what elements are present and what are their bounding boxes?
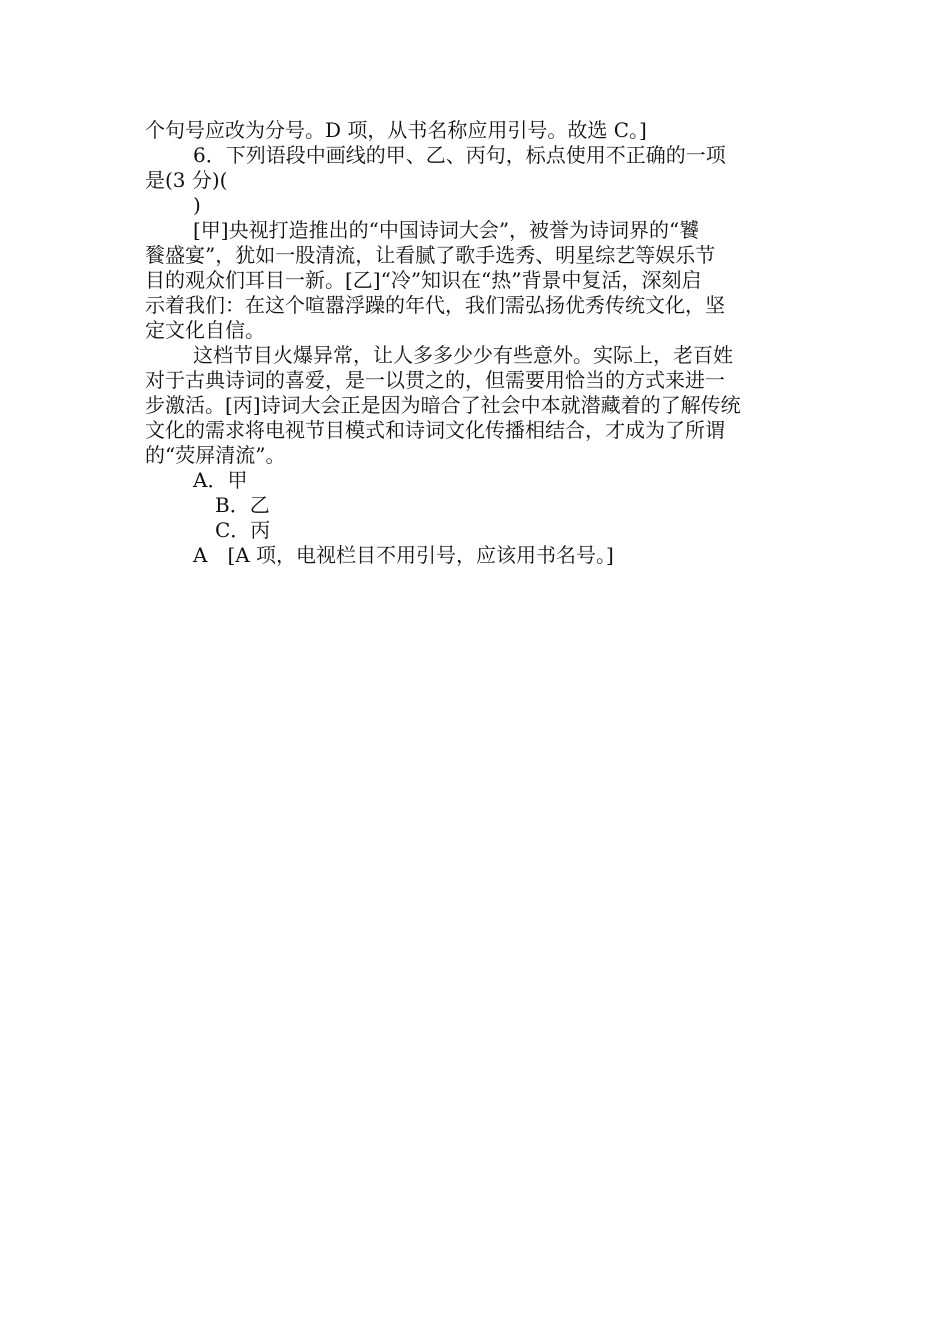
answer-explanation: A [A 项，电视栏目不用引号，应该用书名号。] [193,543,614,567]
passage-1-line: 定文化自信。 [145,318,265,342]
passage-paragraph-2 [145,343,805,468]
passage-1-line: [甲]央视打造推出的“中国诗词大会”，被誉为诗词界的“饕 [193,218,700,242]
question-stem-line-2: 是(3 分)( [145,168,228,192]
question-stem-line-1: 6．下列语段中画线的甲、乙、丙句，标点使用不正确的一项 [193,143,726,167]
passage-2-line: 对于古典诗词的喜爱，是一以贯之的，但需要用恰当的方式来进一 [145,368,725,392]
question-stem-line-3: ) [193,193,201,217]
option-b: B．乙 [215,493,270,517]
passage-1-line: 示着我们：在这个喧嚣浮躁的年代，我们需弘扬优秀传统文化，坚 [145,293,725,317]
document-text [145,118,805,568]
passage-2-line: 步激活。[丙]诗词大会正是因为暗合了社会中本就潜藏着的了解传统 [145,393,741,417]
option-c: C．丙 [215,518,271,542]
passage-1-line: 餮盛宴”，犹如一股清流，让看腻了歌手选秀、明星综艺等娱乐节 [145,243,716,267]
option-a: A．甲 [193,468,248,492]
passage-1-line: 目的观众们耳目一新。[乙]“冷”知识在“热”背景中复活，深刻启 [145,268,702,292]
previous-answer-tail: 个句号应改为分号。D 项，从书名称应用引号。故选 C。] [145,118,647,142]
passage-2-line: 这档节目火爆异常，让人多多少少有些意外。实际上，老百姓 [193,343,733,367]
passage-2-line: 文化的需求将电视节目模式和诗词文化传播相结合，才成为了所谓 [145,418,725,442]
passage-paragraph-1 [145,218,805,343]
passage-2-line: 的“荧屏清流”。 [145,443,286,467]
